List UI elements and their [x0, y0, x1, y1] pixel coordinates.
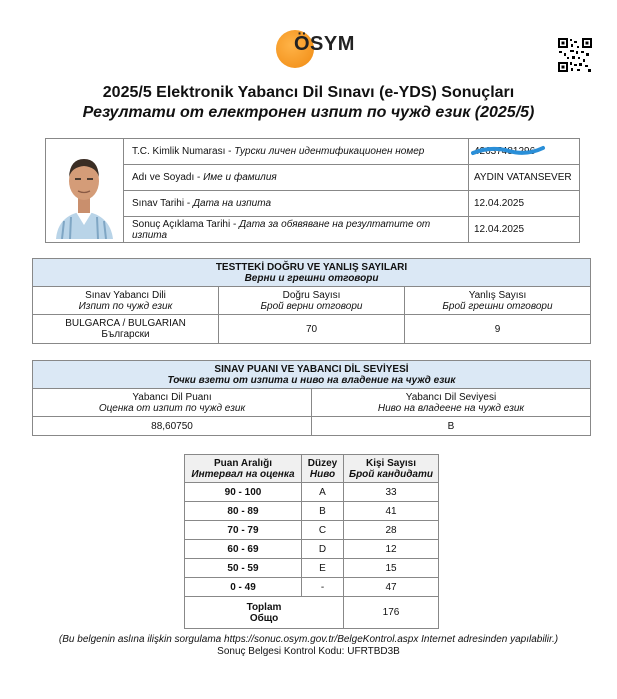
count-cell: 41 [344, 502, 439, 521]
score-distribution-table [184, 454, 439, 629]
total-row [185, 597, 439, 629]
table-row [185, 483, 439, 502]
dist-level-header: Düzey Ниво [302, 455, 344, 483]
page-title-translation: Резултати от електронен изпит по чужд език (2025/5) [82, 104, 535, 121]
wrong-count-value: 9 [405, 315, 591, 344]
level-cell: C [302, 521, 344, 540]
count-cell: 47 [344, 578, 439, 597]
score-level-value: B [312, 417, 591, 436]
level-cell: D [302, 540, 344, 559]
answer-counts-table [32, 258, 591, 344]
table-row [185, 559, 439, 578]
personal-info-table [45, 138, 580, 243]
count-cell: 15 [344, 559, 439, 578]
exam-language-value: BULGARCA / BULGARIAN Български [33, 315, 219, 344]
dist-count-header: Kişi Sayısı Брой кандидати [344, 455, 439, 483]
total-label: Toplam Общо [185, 597, 344, 629]
score-heading: SINAV PUANI VE YABANCI DİL SEVİYESİ Точки взети от изпита и ниво на владение на чужд език [33, 361, 591, 389]
osym-logo [276, 30, 376, 70]
level-cell: E [302, 559, 344, 578]
range-cell: 80 - 89 [185, 502, 302, 521]
id-number-label: T.C. Kimlik Numarası - Турски личен идентификационен номер [124, 139, 469, 165]
count-cell: 33 [344, 483, 439, 502]
verification-note: (Bu belgenin aslına ilişkin sorgulama https://sonuc.osym.gov.tr/BelgeKontrol.aspx Internet adresinden yapılabilir.) [58, 634, 559, 645]
score-points-value: 88,60750 [33, 417, 312, 436]
photo-cell [46, 139, 124, 243]
answer-counts-heading: TESTTEKİ DOĞRU VE YANLIŞ SAYILARI Верни и грешни отговори [33, 259, 591, 287]
level-cell: B [302, 502, 344, 521]
range-cell: 60 - 69 [185, 540, 302, 559]
name-value: AYDIN VATANSEVER [469, 165, 580, 191]
score-table [32, 360, 591, 436]
col-language-header: Sınav Yabancı Dili Изпит по чужд език [33, 287, 219, 315]
dist-range-header: Puan Aralığı Интервал на оценка [185, 455, 302, 483]
table-row [185, 502, 439, 521]
control-code: Sonuç Belgesi Kontrol Kodu: UFRTBD3B [217, 646, 400, 657]
table-row [185, 521, 439, 540]
count-cell: 12 [344, 540, 439, 559]
id-number-value: 42637481296 [474, 146, 536, 157]
page-title: 2025/5 Elektronik Yabancı Dil Sınavı (e-YDS) Sonuçları [102, 84, 515, 101]
range-cell: 70 - 79 [185, 521, 302, 540]
redaction-scribble [471, 144, 546, 158]
table-row [185, 578, 439, 597]
col-points-header: Yabancı Dil Puanı Оценка от изпит по чужд език [33, 389, 312, 417]
col-level-header: Yabancı Dil Seviyesi Ниво на владеене на чужд език [312, 389, 591, 417]
range-cell: 90 - 100 [185, 483, 302, 502]
level-cell: - [302, 578, 344, 597]
logo-text: ÖSYM [294, 33, 355, 55]
result-date-label: Sonuç Açıklama Tarihi - Дата за обявяване на резултатите от изпита [124, 217, 469, 243]
table-row [185, 540, 439, 559]
exam-date-label: Sınav Tarihi - Дата на изпита [124, 191, 469, 217]
col-correct-header: Doğru Sayısı Брой верни отговори [219, 287, 405, 315]
col-wrong-header: Yanlış Sayısı Брой грешни отговори [405, 287, 591, 315]
name-label: Adı ve Soyadı - Име и фамилия [124, 165, 469, 191]
total-value: 176 [344, 597, 439, 629]
exam-date-value: 12.04.2025 [469, 191, 580, 217]
result-date-value: 12.04.2025 [469, 217, 580, 243]
range-cell: 0 - 49 [185, 578, 302, 597]
id-number-cell [469, 139, 580, 165]
level-cell: A [302, 483, 344, 502]
candidate-photo [46, 139, 123, 239]
count-cell: 28 [344, 521, 439, 540]
correct-count-value: 70 [219, 315, 405, 344]
range-cell: 50 - 59 [185, 559, 302, 578]
qr-code-icon [558, 38, 592, 72]
